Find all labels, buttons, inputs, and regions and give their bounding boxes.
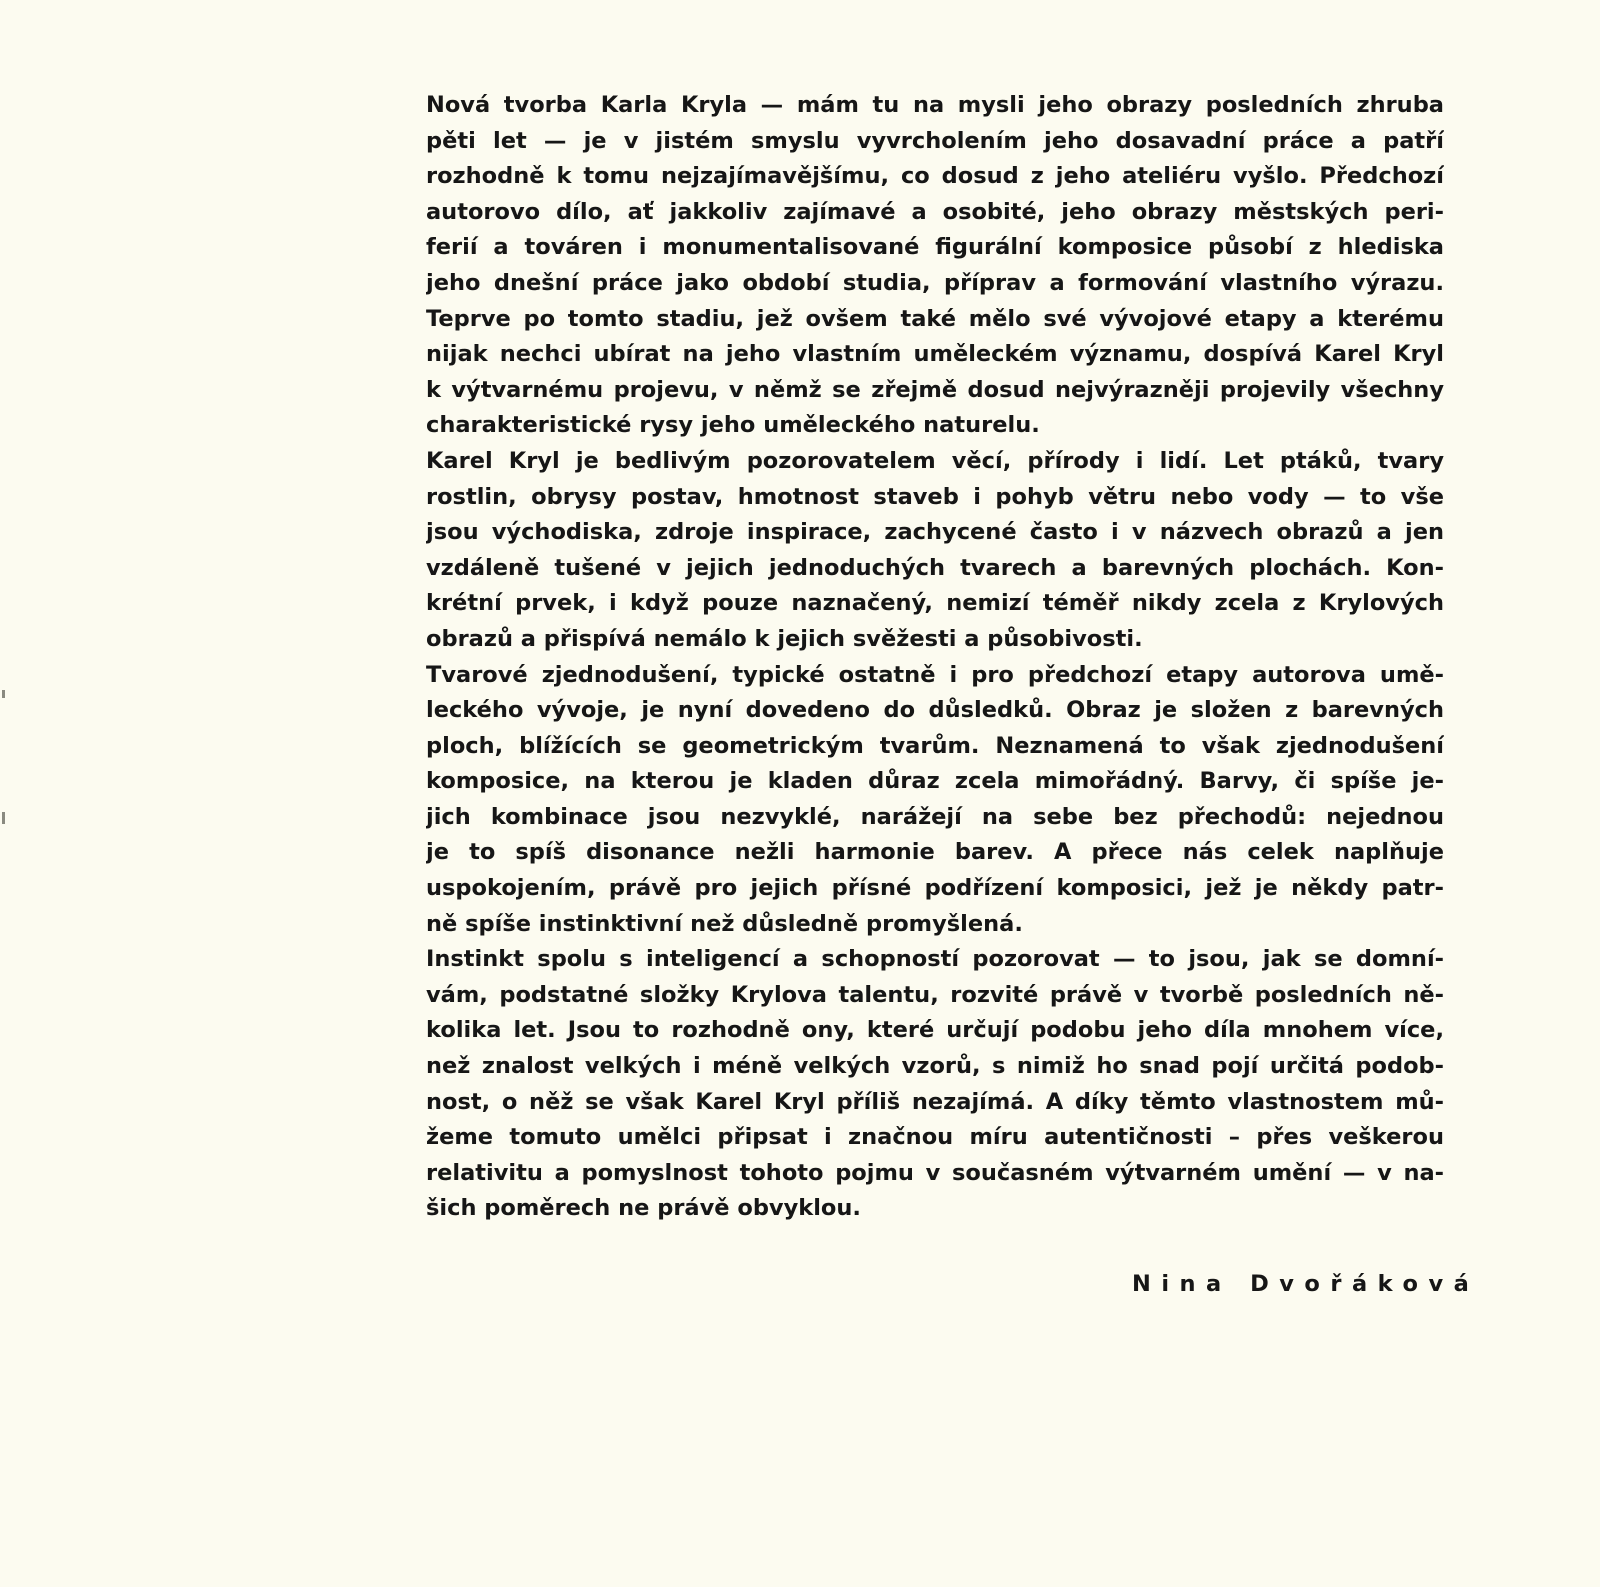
- text-line: komposice, na kterou je kladen důraz zcela mimořádný. Barvy, či spíše je-: [426, 768, 1444, 795]
- text-line: k výtvarnému projevu, v němž se zřejmě dosud nejvýrazněji projevily všechny: [426, 376, 1444, 403]
- author-signature: Nina Dvořáková: [1132, 1271, 1480, 1297]
- text-line: nost, o něž se však Karel Kryl příliš nezajímá. A díky těmto vlastnostem mů-: [426, 1088, 1444, 1115]
- paragraph-3: [426, 658, 1444, 943]
- text-line: ploch, blížících se geometrickým tvarům. Neznamená to však zjednodušení: [426, 732, 1444, 759]
- text-line: jsou východiska, zdroje inspirace, zachycené často i v názvech obrazů a jen: [426, 519, 1444, 546]
- text-line: charakteristické rysy jeho uměleckého naturelu.: [426, 412, 1040, 439]
- text-line: vám, podstatné složky Krylova talentu, rozvité právě v tvorbě posledních ně-: [426, 981, 1444, 1008]
- text-line: Tvarové zjednodušení, typické ostatně i pro předchozí etapy autorova umě-: [426, 661, 1444, 688]
- text-line: autorovo dílo, ať jakkoliv zajímavé a osobité, jeho obrazy městských peri-: [426, 198, 1444, 225]
- paragraph-1: [426, 88, 1444, 444]
- text-line: jich kombinace jsou nezvyklé, narážejí na sebe bez přechodů: nejednou: [426, 803, 1444, 830]
- text-line: žeme tomuto umělci připsat i značnou míru autentičnosti – přes veškerou: [426, 1124, 1444, 1151]
- margin-speck: [2, 690, 5, 698]
- text-line: vzdáleně tušené v jejich jednoduchých tvarech a barevných plochách. Kon-: [426, 554, 1444, 581]
- text-line: nijak nechci ubírat na jeho vlastním uměleckém významu, dospívá Karel Kryl: [426, 341, 1444, 368]
- paragraph-4: [426, 942, 1444, 1227]
- text-line: obrazů a přispívá nemálo k jejich svěžesti a působivosti.: [426, 625, 1143, 652]
- text-line: kolika let. Jsou to rozhodně ony, které určují podobu jeho díla mnohem více,: [426, 1017, 1444, 1044]
- margin-speck: [2, 812, 5, 824]
- text-line: krétní prvek, i když pouze naznačený, nemizí téměř nikdy zcela z Krylových: [426, 590, 1444, 617]
- text-line: ferií a továren i monumentalisované figurální komposice působí z hlediska: [426, 234, 1444, 261]
- text-line: relativitu a pomyslnost tohoto pojmu v současném výtvarném umění — v na-: [426, 1159, 1444, 1186]
- text-line: Teprve po tomto stadiu, jež ovšem také mělo své vývojové etapy a kterému: [426, 305, 1444, 332]
- text-line: šich poměrech ne právě obvyklou.: [426, 1195, 861, 1222]
- text-line: Nová tvorba Karla Kryla — mám tu na mysli jeho obrazy posledních zhruba: [426, 92, 1444, 118]
- text-line: Karel Kryl je bedlivým pozorovatelem věcí, přírody i lidí. Let ptáků, tvary: [426, 447, 1444, 474]
- text-line: rostlin, obrysy postav, hmotnost staveb i pohyb větru nebo vody — to vše: [426, 483, 1444, 510]
- text-line: leckého vývoje, je nyní dovedeno do důsledků. Obraz je složen z barevných: [426, 697, 1444, 724]
- text-line: uspokojením, právě pro jejich přísné podřízení komposici, jež je někdy patr-: [426, 875, 1444, 902]
- text-line: pěti let — je v jistém smyslu vyvrcholením jeho dosavadní práce a patří: [426, 127, 1444, 154]
- text-line: jeho dnešní práce jako období studia, příprav a formování vlastního výrazu.: [426, 269, 1444, 296]
- paragraph-2: [426, 444, 1444, 658]
- essay-text: [426, 88, 1444, 1227]
- text-line: rozhodně k tomu nejzajímavějšímu, co dosud z jeho ateliéru vyšlo. Předchozí: [426, 163, 1444, 190]
- text-line: ně spíše instinktivní než důsledně promyšlená.: [426, 910, 1023, 937]
- text-line: je to spíš disonance nežli harmonie barev. A přece nás celek naplňuje: [426, 839, 1444, 866]
- text-line: než znalost velkých i méně velkých vzorů, s nimiž ho snad pojí určitá podob-: [426, 1053, 1444, 1080]
- text-line: Instinkt spolu s inteligencí a schopností pozorovat — to jsou, jak se domní-: [426, 946, 1444, 973]
